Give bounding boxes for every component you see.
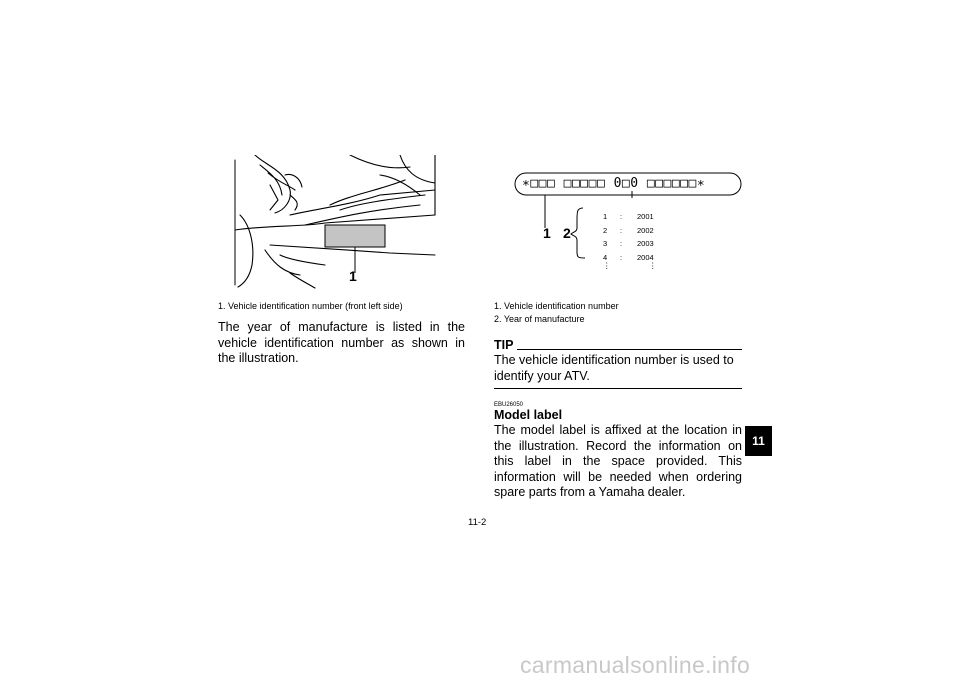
- figure-callout-1: 1: [349, 268, 357, 284]
- year-row: 1 : 2001: [603, 212, 654, 221]
- right-caption-1: 1. Vehicle identification number: [494, 301, 619, 311]
- year-code-table: [603, 210, 657, 268]
- left-paragraph: The year of manufacture is listed in the vehicle identification number as shown in the illustration.: [218, 320, 465, 365]
- vin-callout-1: 1: [543, 225, 551, 241]
- right-caption-2: 2. Year of manufacture: [494, 314, 585, 324]
- section-code: EBU26050: [494, 402, 524, 408]
- page-number: 11-2: [468, 517, 487, 528]
- vin-code: ∗□□□ □□□□□ 0□0 □□□□□□∗: [522, 176, 706, 191]
- vehicle-illustration: [230, 155, 440, 290]
- year-row: 2 : 2002: [603, 225, 654, 235]
- chapter-tab: 11: [745, 426, 772, 456]
- year-continuation-dots: ⋮ ⋮: [603, 261, 657, 270]
- tip-box: [494, 338, 742, 389]
- tip-bottom-rule: [494, 388, 742, 389]
- left-figure-caption: 1. Vehicle identification number (front left side): [218, 301, 403, 311]
- section-text: The model label is affixed at the location in the illustration. Record the information on this label in the space provided. This information will be needed when ordering spare parts from a Yamaha dealer.: [494, 423, 742, 499]
- atv-frame-drawing: [230, 155, 440, 290]
- vin-label-area: [325, 225, 385, 247]
- year-row: 4 : 2004: [603, 252, 654, 262]
- year-row: 3 : 2003: [603, 239, 654, 248]
- watermark: carmanualsonline.info: [520, 652, 751, 678]
- tip-top-rule: [517, 349, 742, 350]
- tip-heading: TIP: [494, 338, 514, 352]
- section-title: Model label: [494, 408, 563, 422]
- tip-text: The vehicle identification number is used to identify your ATV.: [494, 353, 734, 383]
- vin-callout-2: 2: [563, 225, 571, 241]
